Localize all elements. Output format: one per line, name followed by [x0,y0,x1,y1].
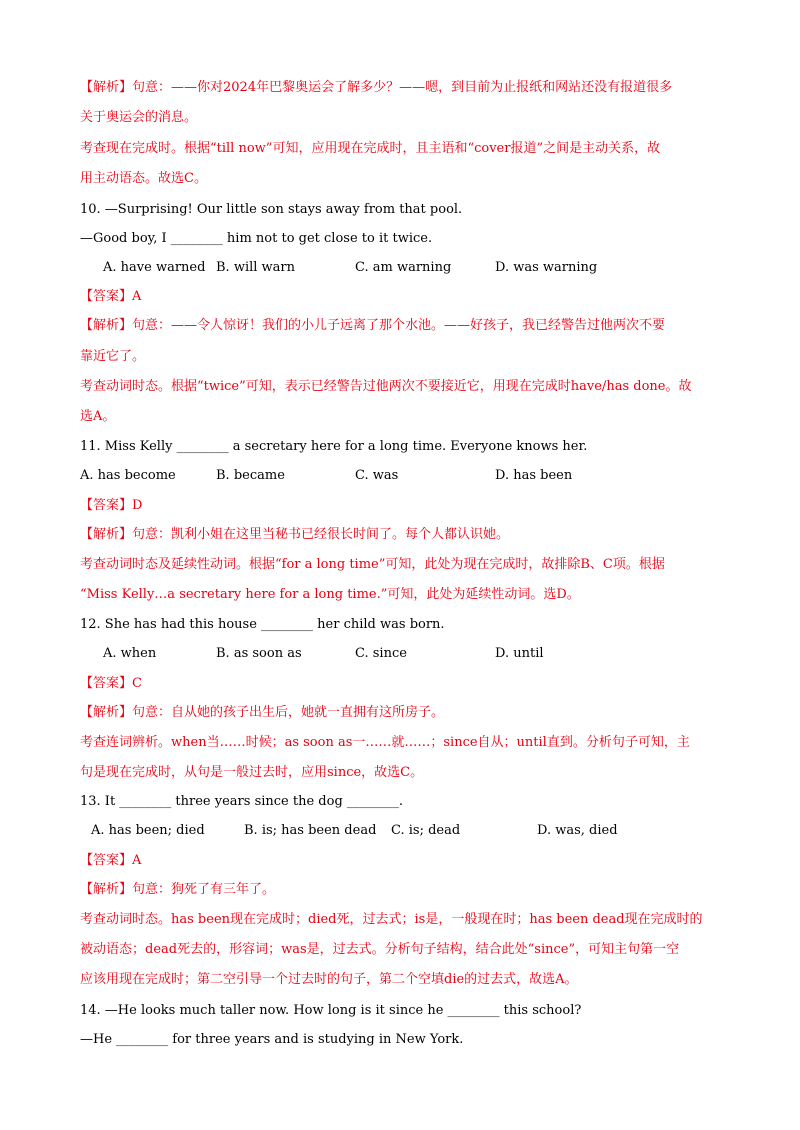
answer-line: 【答案】A [80,289,142,304]
question-line: —Good boy, I ________ him not to get close to it twice. [80,231,433,246]
answer-line: 【解析】句意：——令人惊讶！我们的小儿子远离了那个水池。——好孩子，我已经警告过他两次不要 [80,318,666,333]
answer-line: 考查动词时态。has been现在完成时；died死，过去式；is是，一般现在时；has been dead现在完成时的 [80,912,703,927]
option-choice: B. as soon as [216,646,302,661]
answer-line: 被动语态；dead死去的，形容词；was是，过去式。分析句子结构，结合此处“since”，可知主句第一空 [80,942,680,957]
option-choice: C. am warning [355,260,452,275]
answer-line: 考查连词辨析。when当……时候；as soon as一……就……；since自从；until直到。分析句子可知，主 [80,735,690,750]
option-choice: A. has been; died [91,823,205,838]
option-choice: D. until [495,646,544,661]
answer-line: 【解析】句意：——你对2024年巴黎奥运会了解多少？——嗯，到目前为止报纸和网站还没有报道很多 [80,80,673,95]
question-line: 11. Miss Kelly ________ a secretary here for a long time. Everyone knows her. [80,439,588,454]
question-line: 14. —He looks much taller now. How long is it since he ________ this school? [80,1003,582,1018]
answer-line: 【答案】C [80,676,142,691]
question-line: —He ________ for three years and is studying in New York. [80,1032,464,1047]
answer-line: “Miss Kelly…a secretary here for a long time.”可知，此处为延续性动词。选D。 [80,587,580,602]
option-choice: A. have warned [103,260,206,275]
question-line: 13. It ________ three years since the dog ________. [80,794,404,809]
option-choice: B. became [216,468,285,483]
answer-line: 关于奥运会的消息。 [80,110,198,125]
answer-line: 选A。 [80,409,116,424]
option-choice: D. was warning [495,260,598,275]
answer-line: 靠近它了。 [80,349,146,364]
question-line: 10. —Surprising! Our little son stays away from that pool. [80,202,463,217]
option-choice: A. when [103,646,157,661]
answer-line: 考查现在完成时。根据“till now”可知，应用现在完成时，且主语和“cover报道”之间是主动关系，故 [80,141,661,156]
answer-line: 【答案】D [80,498,143,513]
option-choice: D. has been [495,468,573,483]
option-choice: A. has become [80,468,176,483]
question-line: 12. She has had this house ________ her child was born. [80,617,445,632]
answer-line: 【答案】A [80,853,142,868]
option-choice: C. since [355,646,407,661]
answer-line: 考查动词时态及延续性动词。根据“for a long time”可知，此处为现在完成时，故排除B、C项。根据 [80,557,665,572]
option-choice: B. is; has been dead [244,823,377,838]
answer-line: 句是现在完成时，从句是一般过去时，应用since，故选C。 [80,765,424,780]
answer-line: 考查动词时态。根据“twice”可知，表示已经警告过他两次不要接近它，用现在完成时have/has done。故 [80,379,692,394]
answer-line: 【解析】句意：狗死了有三年了。 [80,882,276,897]
option-choice: C. was [355,468,399,483]
answer-line: 应该用现在完成时；第二空引导一个过去时的句子，第二个空填die的过去式，故选A。 [80,972,578,987]
option-choice: C. is; dead [391,823,461,838]
answer-line: 用主动语态。故选C。 [80,171,207,186]
option-choice: D. was, died [537,823,618,838]
option-choice: B. will warn [216,260,296,275]
answer-line: 【解析】句意：凯利小姐在这里当秘书已经很长时间了。每个人都认识她。 [80,527,510,542]
answer-line: 【解析】句意：自从她的孩子出生后，她就一直拥有这所房子。 [80,705,445,720]
